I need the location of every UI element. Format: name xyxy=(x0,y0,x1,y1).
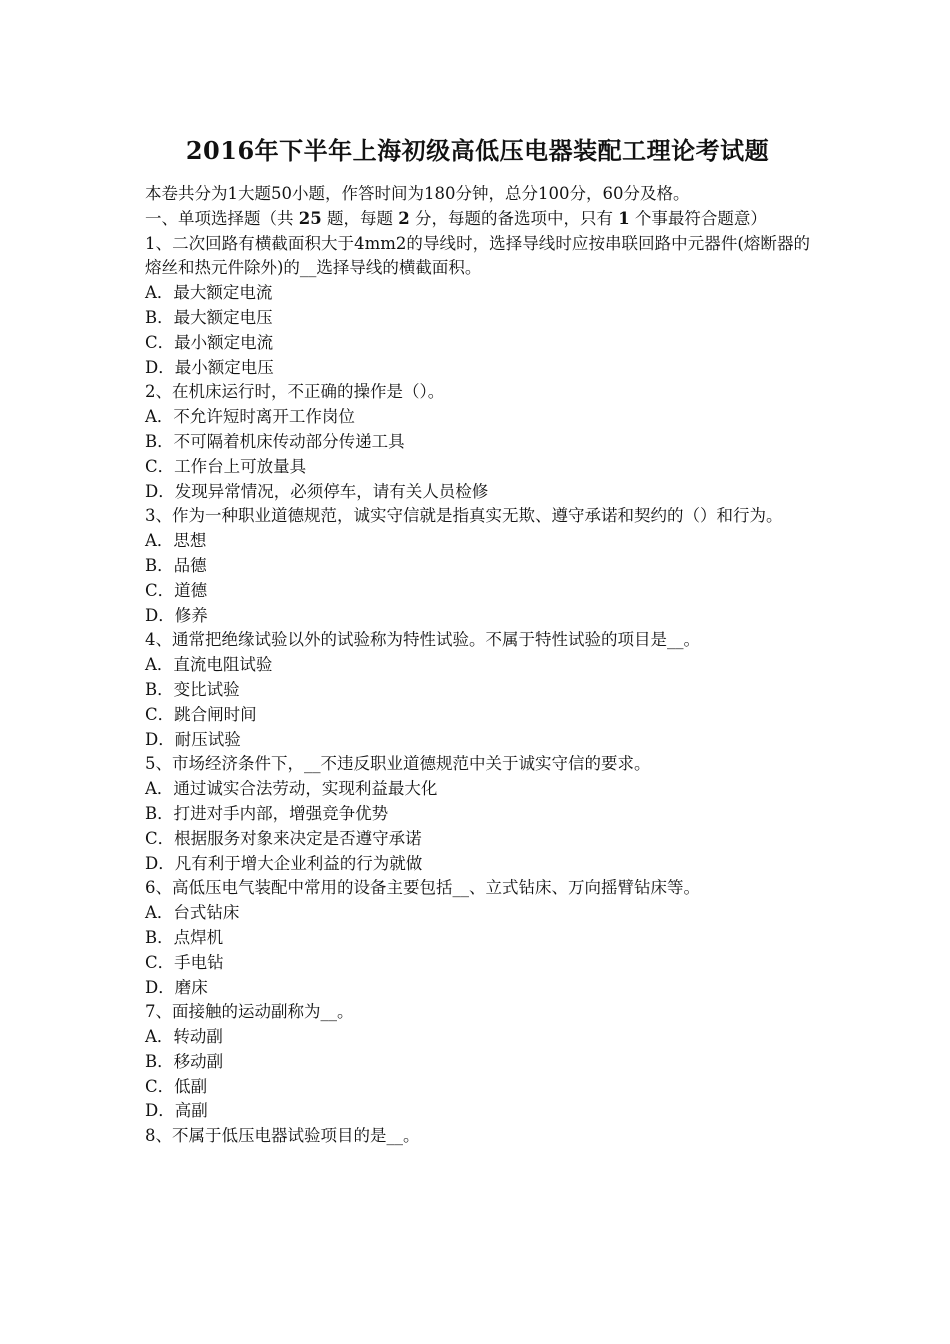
option-c: C．最小额定电流 xyxy=(145,332,274,352)
question-6 xyxy=(145,876,810,1000)
section-heading-text: 题，每题 xyxy=(321,208,399,228)
question-stem: 3、作为一种职业道德规范，诚实守信就是指真实无欺、遵守承诺和契约的（）和行为。 xyxy=(145,506,783,526)
section-heading-text: 个事最符合题意） xyxy=(629,208,767,228)
question-1 xyxy=(145,232,810,381)
option-d: D．修养 xyxy=(145,605,208,625)
option-d: D．耐压试验 xyxy=(145,729,241,749)
correct-answer-count: 1 xyxy=(618,208,630,228)
option-a: A．思想 xyxy=(145,531,207,551)
option-a: A．直流电阻试验 xyxy=(145,655,273,675)
option-c: C．手电钻 xyxy=(145,952,224,972)
option-d: D．最小额定电压 xyxy=(145,357,274,377)
option-d: D．磨床 xyxy=(145,977,208,997)
document-title: 2016年下半年上海初级高低压电器装配工理论考试题 xyxy=(185,136,770,165)
question-5 xyxy=(145,752,810,876)
option-c: C．低副 xyxy=(145,1076,208,1096)
option-a: A．转动副 xyxy=(145,1027,223,1047)
option-a: A．通过诚实合法劳动，实现利益最大化 xyxy=(145,779,438,799)
option-a: A．台式钻床 xyxy=(145,903,240,923)
section-heading-text: 分，每题的备选项中，只有 xyxy=(409,208,619,228)
question-3 xyxy=(145,504,810,628)
option-d: D．高副 xyxy=(145,1101,208,1121)
question-count: 25 xyxy=(298,208,322,228)
question-stem: 8、不属于低压电器试验项目的是__。 xyxy=(145,1126,420,1146)
option-b: B．品德 xyxy=(145,555,207,575)
question-stem: 5、市场经济条件下，__不违反职业道德规范中关于诚实守信的要求。 xyxy=(145,754,651,774)
question-stem: 2、在机床运行时，不正确的操作是（）。 xyxy=(145,382,445,402)
option-c: C．道德 xyxy=(145,580,208,600)
option-c: C．工作台上可放量具 xyxy=(145,456,307,476)
question-4 xyxy=(145,628,810,752)
option-a: A．不允许短时离开工作岗位 xyxy=(145,407,355,427)
option-d: D．凡有利于增大企业利益的行为就做 xyxy=(145,853,423,873)
option-c: C．跳合闸时间 xyxy=(145,704,257,724)
question-stem: 7、面接触的运动副称为__。 xyxy=(145,1002,354,1022)
question-stem: 6、高低压电气装配中常用的设备主要包括__、立式钻床、万向摇臂钻床等。 xyxy=(145,878,700,898)
points-per-question: 2 xyxy=(398,208,410,228)
question-stem: 1、二次回路有横截面积大于4mm2的导线时，选择导线时应按串联回路中元器件(熔断器的熔丝和热元件除外)的__选择导线的横截面积。 xyxy=(145,233,810,278)
exam-intro: 本卷共分为1大题50小题，作答时间为180分钟，总分100分，60分及格。 xyxy=(145,184,690,203)
question-7 xyxy=(145,1000,810,1124)
option-b: B．变比试验 xyxy=(145,679,240,699)
document-page xyxy=(145,134,810,1149)
question-stem: 4、通常把绝缘试验以外的试验称为特性试验。不属于特性试验的项目是__。 xyxy=(145,630,700,650)
option-c: C．根据服务对象来决定是否遵守承诺 xyxy=(145,828,422,848)
question-8 xyxy=(145,1124,810,1149)
question-2 xyxy=(145,380,810,504)
option-b: B．不可隔着机床传动部分传递工具 xyxy=(145,431,405,451)
option-a: A．最大额定电流 xyxy=(145,283,273,303)
option-b: B．最大额定电压 xyxy=(145,307,273,327)
option-b: B．点焊机 xyxy=(145,927,224,947)
option-b: B．打进对手内部，增强竞争优势 xyxy=(145,803,389,823)
option-b: B．移动副 xyxy=(145,1051,224,1071)
option-d: D．发现异常情况，必须停车，请有关人员检修 xyxy=(145,481,489,501)
section-heading-text: 一、单项选择题（共 xyxy=(145,208,299,228)
section-heading xyxy=(145,207,810,232)
